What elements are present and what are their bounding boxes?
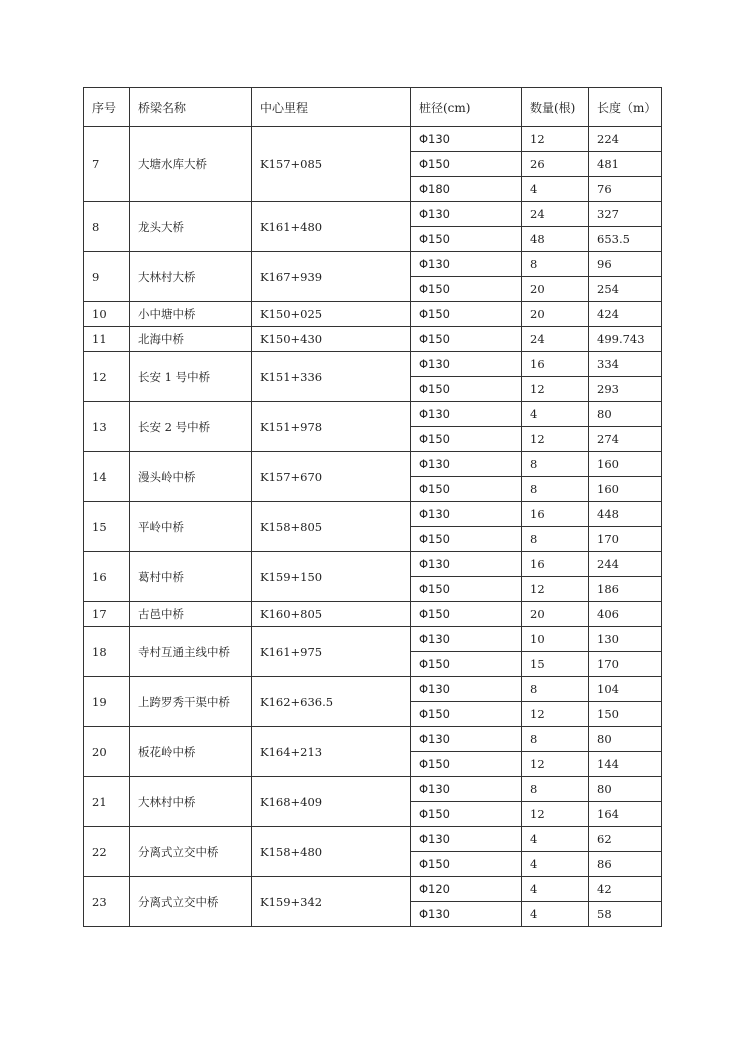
cell-length: 160 [589,452,662,477]
cell-count: 8 [522,527,589,552]
cell-diameter: Φ150 [411,377,522,402]
cell-count: 4 [522,902,589,927]
cell-diameter: Φ130 [411,727,522,752]
cell-seq: 13 [84,402,130,452]
table-row [84,127,662,152]
cell-seq: 15 [84,502,130,552]
cell-length: 164 [589,802,662,827]
cell-mileage: K168+409 [252,777,411,827]
cell-diameter: Φ130 [411,902,522,927]
cell-diameter: Φ120 [411,877,522,902]
cell-mileage: K162+636.5 [252,677,411,727]
cell-length: 160 [589,477,662,502]
cell-seq: 8 [84,202,130,252]
cell-bridge-name: 大林村中桥 [130,777,252,827]
cell-seq: 23 [84,877,130,927]
cell-length: 130 [589,627,662,652]
cell-seq: 12 [84,352,130,402]
table-row [84,327,662,352]
cell-seq: 21 [84,777,130,827]
cell-length: 448 [589,502,662,527]
cell-length: 150 [589,702,662,727]
cell-length: 80 [589,727,662,752]
cell-count: 4 [522,177,589,202]
cell-diameter: Φ130 [411,202,522,227]
cell-count: 4 [522,852,589,877]
cell-count: 10 [522,627,589,652]
header-diameter: 桩径(cm) [411,88,522,127]
cell-mileage: K158+480 [252,827,411,877]
cell-length: 244 [589,552,662,577]
cell-mileage: K159+150 [252,552,411,602]
cell-count: 26 [522,152,589,177]
cell-count: 16 [522,352,589,377]
table-row [84,627,662,652]
cell-length: 42 [589,877,662,902]
table-body [84,127,662,927]
cell-mileage: K150+430 [252,327,411,352]
table-row [84,302,662,327]
cell-count: 12 [522,702,589,727]
cell-diameter: Φ130 [411,252,522,277]
cell-count: 20 [522,602,589,627]
cell-count: 4 [522,877,589,902]
cell-bridge-name: 平岭中桥 [130,502,252,552]
cell-length: 86 [589,852,662,877]
cell-seq: 7 [84,127,130,202]
cell-bridge-name: 分离式立交中桥 [130,877,252,927]
cell-diameter: Φ180 [411,177,522,202]
cell-count: 4 [522,402,589,427]
header-row [84,88,662,127]
cell-diameter: Φ150 [411,427,522,452]
cell-diameter: Φ130 [411,352,522,377]
header-seq: 序号 [84,88,130,127]
cell-length: 334 [589,352,662,377]
cell-mileage: K151+978 [252,402,411,452]
cell-length: 481 [589,152,662,177]
cell-length: 80 [589,777,662,802]
cell-length: 274 [589,427,662,452]
table-row [84,677,662,702]
cell-diameter: Φ150 [411,527,522,552]
cell-mileage: K161+480 [252,202,411,252]
cell-seq: 11 [84,327,130,352]
cell-length: 293 [589,377,662,402]
cell-diameter: Φ150 [411,852,522,877]
cell-count: 8 [522,727,589,752]
cell-diameter: Φ150 [411,477,522,502]
cell-count: 12 [522,377,589,402]
table-row [84,827,662,852]
cell-count: 12 [522,802,589,827]
cell-diameter: Φ130 [411,677,522,702]
cell-diameter: Φ130 [411,402,522,427]
table-row [84,777,662,802]
cell-diameter: Φ150 [411,802,522,827]
cell-diameter: Φ130 [411,452,522,477]
table-row [84,202,662,227]
cell-length: 144 [589,752,662,777]
cell-diameter: Φ150 [411,702,522,727]
cell-seq: 17 [84,602,130,627]
cell-count: 16 [522,502,589,527]
cell-bridge-name: 漫头岭中桥 [130,452,252,502]
cell-mileage: K161+975 [252,627,411,677]
table-row [84,402,662,427]
cell-length: 96 [589,252,662,277]
cell-bridge-name: 板花岭中桥 [130,727,252,777]
table-row [84,877,662,902]
cell-count: 15 [522,652,589,677]
cell-length: 170 [589,652,662,677]
cell-length: 170 [589,527,662,552]
cell-mileage: K159+342 [252,877,411,927]
cell-diameter: Φ150 [411,752,522,777]
table-row [84,727,662,752]
cell-count: 8 [522,452,589,477]
cell-length: 104 [589,677,662,702]
cell-count: 4 [522,827,589,852]
cell-diameter: Φ150 [411,652,522,677]
cell-length: 424 [589,302,662,327]
cell-mileage: K164+213 [252,727,411,777]
cell-diameter: Φ150 [411,227,522,252]
cell-bridge-name: 分离式立交中桥 [130,827,252,877]
cell-bridge-name: 龙头大桥 [130,202,252,252]
cell-diameter: Φ130 [411,552,522,577]
cell-bridge-name: 古邑中桥 [130,602,252,627]
cell-diameter: Φ150 [411,327,522,352]
cell-length: 76 [589,177,662,202]
cell-bridge-name: 寺村互通主线中桥 [130,627,252,677]
cell-count: 8 [522,777,589,802]
cell-bridge-name: 小中塘中桥 [130,302,252,327]
cell-seq: 9 [84,252,130,302]
table-row [84,352,662,377]
header-length: 长度（m） [589,88,662,127]
cell-diameter: Φ130 [411,127,522,152]
cell-length: 406 [589,602,662,627]
cell-length: 62 [589,827,662,852]
cell-count: 12 [522,127,589,152]
cell-diameter: Φ150 [411,152,522,177]
cell-seq: 18 [84,627,130,677]
cell-length: 653.5 [589,227,662,252]
cell-count: 8 [522,477,589,502]
cell-diameter: Φ130 [411,827,522,852]
cell-diameter: Φ130 [411,777,522,802]
cell-diameter: Φ150 [411,602,522,627]
header-mileage: 中心里程 [252,88,411,127]
cell-count: 12 [522,752,589,777]
cell-diameter: Φ150 [411,577,522,602]
bridge-pile-table [83,87,662,927]
table-row [84,552,662,577]
table-row [84,502,662,527]
cell-diameter: Φ150 [411,277,522,302]
cell-count: 8 [522,252,589,277]
cell-mileage: K150+025 [252,302,411,327]
cell-diameter: Φ150 [411,302,522,327]
cell-bridge-name: 长安 2 号中桥 [130,402,252,452]
cell-bridge-name: 葛村中桥 [130,552,252,602]
cell-count: 48 [522,227,589,252]
table-row [84,252,662,277]
cell-length: 80 [589,402,662,427]
cell-count: 16 [522,552,589,577]
cell-length: 327 [589,202,662,227]
cell-mileage: K151+336 [252,352,411,402]
cell-length: 224 [589,127,662,152]
cell-mileage: K160+805 [252,602,411,627]
cell-length: 254 [589,277,662,302]
cell-count: 12 [522,577,589,602]
header-name: 桥梁名称 [130,88,252,127]
cell-seq: 10 [84,302,130,327]
cell-bridge-name: 北海中桥 [130,327,252,352]
cell-seq: 22 [84,827,130,877]
cell-bridge-name: 长安 1 号中桥 [130,352,252,402]
cell-seq: 14 [84,452,130,502]
cell-seq: 20 [84,727,130,777]
header-count: 数量(根) [522,88,589,127]
cell-mileage: K157+085 [252,127,411,202]
cell-count: 12 [522,427,589,452]
cell-bridge-name: 上跨罗秀干渠中桥 [130,677,252,727]
cell-length: 186 [589,577,662,602]
cell-count: 20 [522,302,589,327]
table-row [84,602,662,627]
cell-count: 24 [522,202,589,227]
cell-bridge-name: 大林村大桥 [130,252,252,302]
cell-mileage: K167+939 [252,252,411,302]
cell-count: 20 [522,277,589,302]
cell-count: 24 [522,327,589,352]
cell-length: 58 [589,902,662,927]
cell-mileage: K157+670 [252,452,411,502]
cell-mileage: K158+805 [252,502,411,552]
cell-count: 8 [522,677,589,702]
cell-length: 499.743 [589,327,662,352]
cell-bridge-name: 大塘水库大桥 [130,127,252,202]
table-row [84,452,662,477]
cell-seq: 16 [84,552,130,602]
cell-seq: 19 [84,677,130,727]
cell-diameter: Φ130 [411,627,522,652]
cell-diameter: Φ130 [411,502,522,527]
